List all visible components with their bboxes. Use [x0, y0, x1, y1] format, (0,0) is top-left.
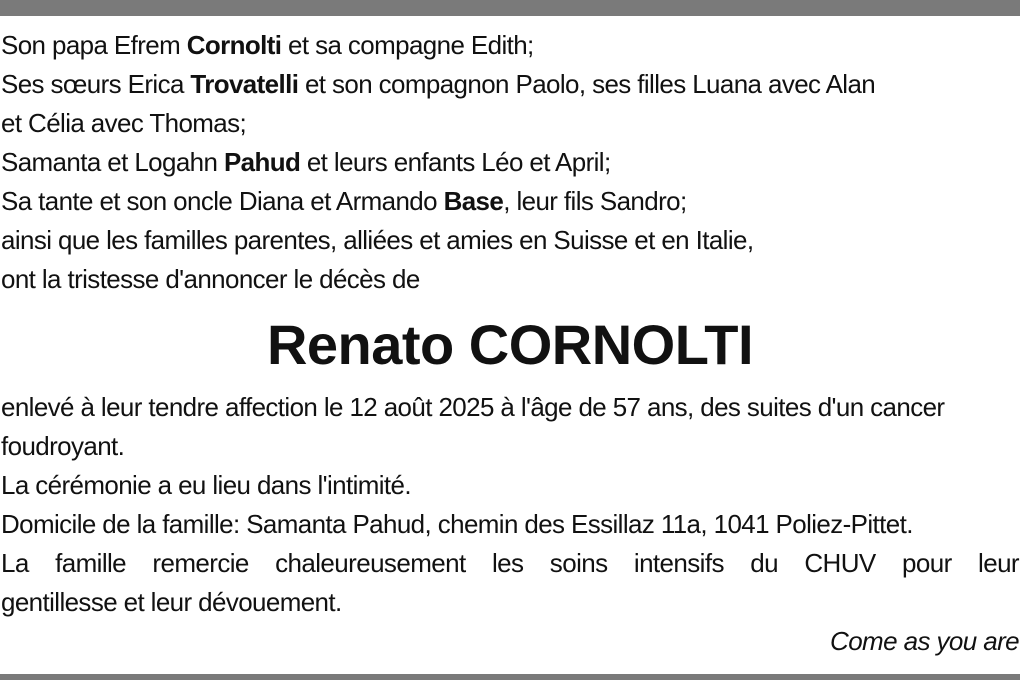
signature: Come as you are	[830, 626, 1019, 656]
family-surname-base: Base	[443, 186, 504, 216]
details-line-4: Domicile de la famille: Samanta Pahud, chemin des Essillaz 11a, 1041 Poliez-Pittet.	[1, 509, 913, 539]
deceased-name: Renato CORNOLTI	[266, 313, 754, 376]
obituary-notice	[1, 26, 1019, 661]
details-line-6: gentillesse et leur dévouement.	[1, 587, 342, 617]
family-line-2: Ses sœurs Erica Trovatelli et son compagnon Paolo, ses filles Luana avec Alan	[1, 69, 876, 99]
bottom-rule	[0, 674, 1020, 680]
details-line-5: La famille remercie chaleureusement les soins intensifs du CHUV pour leur	[1, 548, 1019, 578]
family-line-1: Son papa Efrem Cornolti et sa compagne Edith;	[1, 30, 534, 60]
family-line-6: ainsi que les familles parentes, alliées et amies en Suisse et en Italie,	[1, 225, 754, 255]
top-rule	[0, 0, 1020, 16]
family-surname-trovatelli: Trovatelli	[190, 69, 299, 99]
family-line-7: ont la tristesse d'annoncer le décès de	[1, 264, 420, 294]
family-line-5: Sa tante et son oncle Diana et Armando Base, leur fils Sandro;	[1, 186, 687, 216]
family-surname-cornolti: Cornolti	[186, 30, 282, 60]
family-line-4: Samanta et Logahn Pahud et leurs enfants Léo et April;	[1, 147, 611, 177]
details-line-2: foudroyant.	[1, 431, 125, 461]
details-line-3: La cérémonie a eu lieu dans l'intimité.	[1, 470, 411, 500]
family-surname-pahud: Pahud	[223, 147, 301, 177]
family-line-3: et Célia avec Thomas;	[1, 108, 247, 138]
details-line-1: enlevé à leur tendre affection le 12 août 2025 à l'âge de 57 ans, des suites d'un cancer	[1, 392, 945, 422]
